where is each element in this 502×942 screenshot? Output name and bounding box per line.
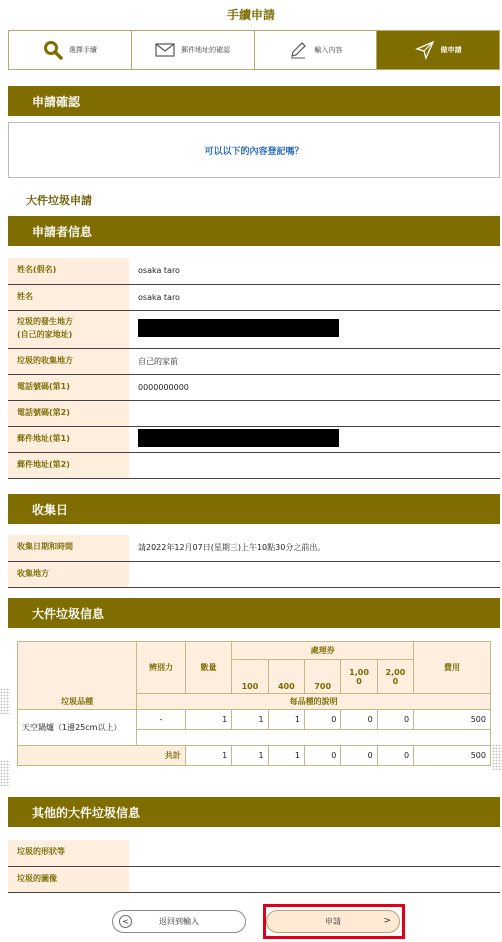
trash-items-table bbox=[17, 641, 491, 766]
total-ticket-1000: 0 bbox=[341, 746, 377, 766]
field-value bbox=[129, 452, 500, 478]
field-value bbox=[129, 400, 500, 426]
field-value: 請2022年12月07日(星期三)上午10點30分之前出。 bbox=[129, 535, 500, 561]
step-select-procedure bbox=[9, 31, 132, 69]
total-quantity: 1 bbox=[185, 746, 231, 766]
field-label: 郵件地址(第1) bbox=[8, 426, 129, 452]
total-label: 共計 bbox=[18, 746, 186, 766]
field-label: 垃圾的形狀等 bbox=[8, 840, 129, 866]
header-item: 垃圾品種 bbox=[18, 642, 137, 710]
field-label: 收集地方 bbox=[8, 561, 129, 587]
total-ticket-400: 1 bbox=[268, 746, 304, 766]
item-ticket-100: 1 bbox=[232, 710, 268, 730]
section-confirm-heading: 申請確認 bbox=[8, 86, 500, 116]
field-value: osaka taro bbox=[129, 284, 500, 310]
header-tickets: 處理券 bbox=[232, 642, 414, 660]
field-value bbox=[129, 426, 500, 452]
header-ticket-1000: 1,00 0 bbox=[341, 660, 377, 694]
field-label: 垃圾的發生地方 (自己的家地址) bbox=[8, 310, 129, 348]
search-icon bbox=[43, 40, 63, 60]
field-label: 姓名(假名) bbox=[8, 258, 129, 284]
header-quantity: 數量 bbox=[185, 642, 231, 694]
section-other-heading: 其他的大件垃圾信息 bbox=[8, 797, 500, 827]
step-label: 郵件地址的確認 bbox=[181, 46, 231, 54]
field-label: 電話號碼(第1) bbox=[8, 374, 129, 400]
field-value bbox=[129, 310, 500, 348]
step-label: 選擇手續 bbox=[68, 46, 97, 54]
field-value bbox=[129, 866, 500, 892]
header-description: 每品種的說明 bbox=[137, 694, 491, 710]
apply-button-label: 申請 bbox=[325, 917, 341, 926]
step-indicator bbox=[8, 30, 500, 70]
total-ticket-100: 1 bbox=[232, 746, 268, 766]
header-ticket-2000: 2,00 0 bbox=[377, 660, 413, 694]
apply-button[interactable] bbox=[266, 910, 400, 933]
header-ticket-700: 700 bbox=[304, 660, 340, 694]
table-row bbox=[18, 710, 491, 730]
send-icon bbox=[415, 40, 435, 60]
confirm-message: 可以以下的內容登記嗎？ bbox=[204, 146, 304, 157]
field-value: 自己的家前 bbox=[129, 348, 500, 374]
decorative-dots bbox=[0, 688, 10, 714]
field-value: 0000000000 bbox=[129, 374, 500, 400]
pencil-icon bbox=[288, 40, 308, 60]
step-input-content bbox=[255, 31, 378, 69]
step-apply bbox=[377, 31, 499, 69]
field-label: 垃圾的圖像 bbox=[8, 866, 129, 892]
field-label: 垃圾的收集地方 bbox=[8, 348, 129, 374]
form-title: 大件垃圾申請 bbox=[26, 194, 92, 207]
step-label: 做申請 bbox=[440, 46, 462, 54]
item-quantity: 1 bbox=[185, 710, 231, 730]
collection-table bbox=[8, 535, 500, 588]
field-label: 郵件地址(第2) bbox=[8, 452, 129, 478]
field-label: 姓名 bbox=[8, 284, 129, 310]
field-value bbox=[129, 561, 500, 587]
section-trash-heading: 大件垃圾信息 bbox=[8, 598, 500, 628]
item-ticket-400: 1 bbox=[268, 710, 304, 730]
table-row-total bbox=[18, 746, 491, 766]
other-info-table bbox=[8, 840, 500, 893]
header-ticket-100: 100 bbox=[232, 660, 268, 694]
page-title: 手續申請 bbox=[226, 8, 275, 22]
field-value bbox=[129, 840, 500, 866]
field-label: 收集日期和時間 bbox=[8, 535, 129, 561]
chevron-left-icon: < bbox=[119, 915, 132, 928]
item-name: 天空鍋爐（1邊25cm以上） bbox=[18, 710, 137, 746]
item-ticket-700: 0 bbox=[304, 710, 340, 730]
section-collection-heading: 收集日 bbox=[8, 494, 500, 524]
decorative-dots bbox=[492, 744, 502, 770]
section-applicant-heading: 申請者信息 bbox=[8, 216, 500, 246]
redacted-block bbox=[138, 319, 339, 337]
item-description bbox=[137, 730, 491, 746]
back-button-label: 返回到輸入 bbox=[159, 917, 199, 926]
header-capability: 辨別力 bbox=[137, 642, 186, 694]
envelope-icon bbox=[155, 42, 175, 58]
decorative-dots bbox=[0, 760, 10, 786]
field-label: 電話號碼(第2) bbox=[8, 400, 129, 426]
chevron-right-icon: > bbox=[383, 916, 391, 926]
item-ticket-2000: 0 bbox=[377, 710, 413, 730]
total-ticket-700: 0 bbox=[304, 746, 340, 766]
redacted-block bbox=[138, 429, 339, 447]
header-ticket-400: 400 bbox=[268, 660, 304, 694]
item-fee: 500 bbox=[414, 710, 491, 730]
total-fee: 500 bbox=[414, 746, 491, 766]
back-to-input-button[interactable] bbox=[112, 910, 246, 933]
step-email-confirm bbox=[132, 31, 255, 69]
step-label: 輸入內容 bbox=[314, 46, 343, 54]
item-capability: - bbox=[137, 710, 186, 730]
confirm-box bbox=[8, 122, 500, 178]
header-fee: 費用 bbox=[414, 642, 491, 694]
applicant-table bbox=[8, 258, 500, 479]
item-ticket-1000: 0 bbox=[341, 710, 377, 730]
field-value: osaka taro bbox=[129, 258, 500, 284]
total-ticket-2000: 0 bbox=[377, 746, 413, 766]
